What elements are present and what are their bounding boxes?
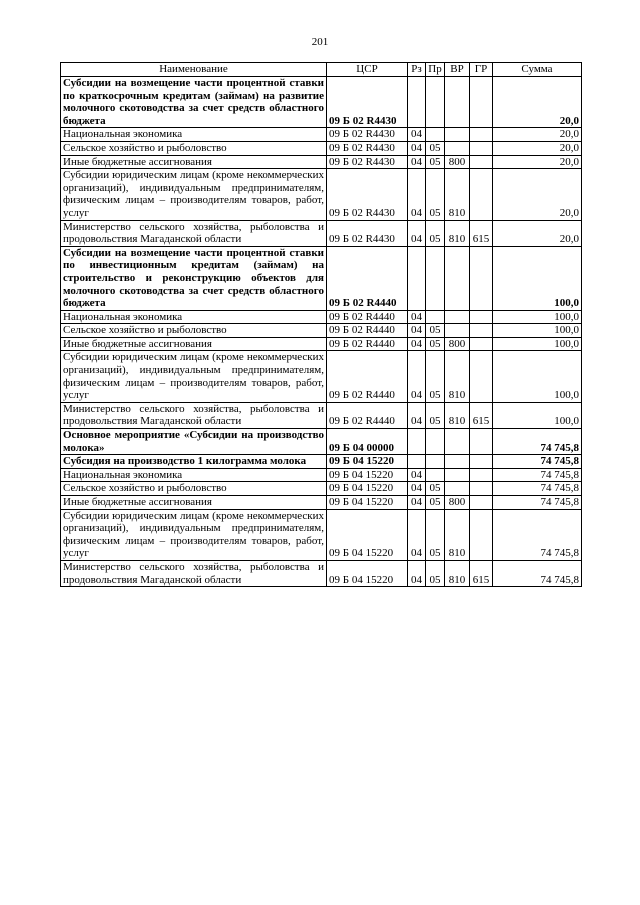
table-row — [61, 155, 582, 169]
cell-name: Субсидии юридическим лицам (кроме некоммерческих организаций), индивидуальным предпринимателям, физическим лицам – производителям товаров, работ, услуг — [61, 351, 327, 402]
cell-gr — [470, 310, 493, 324]
cell-pr: 05 — [426, 402, 445, 428]
cell-vr — [445, 141, 470, 155]
cell-name: Сельское хозяйство и рыболовство — [61, 324, 327, 338]
cell-gr — [470, 509, 493, 560]
cell-rz: 04 — [408, 496, 426, 510]
table-row — [61, 429, 582, 455]
cell-name: Субсидии на возмещение части процентной ставки по инвестиционным кредитам (займам) на строительство и реконструкцию объектов для молочного скотоводства за счет средств областного бюджета — [61, 246, 327, 310]
cell-name: Министерство сельского хозяйства, рыболовства и продовольствия Магаданской области — [61, 560, 327, 586]
table-row — [61, 246, 582, 310]
cell-name: Иные бюджетные ассигнования — [61, 337, 327, 351]
cell-vr: 800 — [445, 155, 470, 169]
cell-sum: 20,0 — [493, 128, 582, 142]
cell-csr: 09 Б 02 R4430 — [327, 155, 408, 169]
cell-sum: 20,0 — [493, 155, 582, 169]
cell-gr — [470, 468, 493, 482]
cell-name: Министерство сельского хозяйства, рыболовства и продовольствия Магаданской области — [61, 220, 327, 246]
table-row — [61, 496, 582, 510]
table-row — [61, 220, 582, 246]
cell-name: Сельское хозяйство и рыболовство — [61, 482, 327, 496]
cell-gr — [470, 455, 493, 469]
cell-csr: 09 Б 04 15220 — [327, 509, 408, 560]
header-sum: Сумма — [493, 63, 582, 77]
cell-gr — [470, 337, 493, 351]
cell-name: Министерство сельского хозяйства, рыболовства и продовольствия Магаданской области — [61, 402, 327, 428]
cell-vr: 800 — [445, 496, 470, 510]
cell-vr — [445, 246, 470, 310]
cell-name: Субсидии на возмещение части процентной ставки по краткосрочным кредитам (займам) на развитие молочного скотоводства за счет средств областного бюджета — [61, 77, 327, 128]
cell-sum: 74 745,8 — [493, 560, 582, 586]
cell-pr: 05 — [426, 141, 445, 155]
header-rz: Рз — [408, 63, 426, 77]
cell-pr: 05 — [426, 482, 445, 496]
cell-pr: 05 — [426, 337, 445, 351]
cell-pr — [426, 468, 445, 482]
cell-csr: 09 Б 04 15220 — [327, 496, 408, 510]
budget-table — [60, 62, 582, 587]
cell-vr: 810 — [445, 169, 470, 220]
header-name: Наименование — [61, 63, 327, 77]
table-row — [61, 455, 582, 469]
cell-rz: 04 — [408, 310, 426, 324]
cell-rz: 04 — [408, 560, 426, 586]
cell-sum: 100,0 — [493, 337, 582, 351]
cell-vr — [445, 77, 470, 128]
cell-name: Иные бюджетные ассигнования — [61, 155, 327, 169]
cell-name: Национальная экономика — [61, 468, 327, 482]
cell-vr: 810 — [445, 351, 470, 402]
table-row — [61, 77, 582, 128]
cell-pr: 05 — [426, 509, 445, 560]
cell-gr — [470, 141, 493, 155]
cell-gr: 615 — [470, 220, 493, 246]
header-csr: ЦСР — [327, 63, 408, 77]
table-header-row — [61, 63, 582, 77]
cell-sum: 20,0 — [493, 220, 582, 246]
cell-csr: 09 Б 04 15220 — [327, 482, 408, 496]
cell-csr: 09 Б 04 15220 — [327, 560, 408, 586]
cell-pr — [426, 310, 445, 324]
cell-csr: 09 Б 02 R4430 — [327, 77, 408, 128]
cell-rz: 04 — [408, 155, 426, 169]
table-row — [61, 560, 582, 586]
cell-rz: 04 — [408, 220, 426, 246]
cell-gr — [470, 169, 493, 220]
cell-csr: 09 Б 02 R4430 — [327, 169, 408, 220]
cell-rz: 04 — [408, 128, 426, 142]
cell-pr: 05 — [426, 220, 445, 246]
cell-name: Субсидия на производство 1 килограмма молока — [61, 455, 327, 469]
header-vr: ВР — [445, 63, 470, 77]
cell-vr — [445, 429, 470, 455]
cell-sum: 20,0 — [493, 141, 582, 155]
cell-sum: 74 745,8 — [493, 482, 582, 496]
cell-sum: 74 745,8 — [493, 496, 582, 510]
table-row — [61, 141, 582, 155]
cell-name: Субсидии юридическим лицам (кроме некоммерческих организаций), индивидуальным предпринимателям, физическим лицам – производителям товаров, работ, услуг — [61, 509, 327, 560]
cell-csr: 09 Б 04 15220 — [327, 468, 408, 482]
cell-pr — [426, 77, 445, 128]
cell-gr — [470, 496, 493, 510]
cell-name: Национальная экономика — [61, 310, 327, 324]
cell-name: Иные бюджетные ассигнования — [61, 496, 327, 510]
table-row — [61, 482, 582, 496]
cell-rz — [408, 429, 426, 455]
cell-sum: 74 745,8 — [493, 509, 582, 560]
cell-csr: 09 Б 02 R4440 — [327, 246, 408, 310]
cell-gr — [470, 128, 493, 142]
cell-sum: 100,0 — [493, 402, 582, 428]
table-row — [61, 169, 582, 220]
cell-rz: 04 — [408, 402, 426, 428]
cell-csr: 09 Б 02 R4440 — [327, 351, 408, 402]
table-row — [61, 324, 582, 338]
cell-gr — [470, 482, 493, 496]
cell-pr: 05 — [426, 169, 445, 220]
cell-rz: 04 — [408, 169, 426, 220]
cell-csr: 09 Б 02 R4430 — [327, 141, 408, 155]
cell-rz: 04 — [408, 351, 426, 402]
cell-gr — [470, 324, 493, 338]
cell-pr — [426, 246, 445, 310]
cell-csr: 09 Б 02 R4440 — [327, 337, 408, 351]
cell-vr — [445, 482, 470, 496]
cell-rz: 04 — [408, 509, 426, 560]
cell-csr: 09 Б 02 R4430 — [327, 220, 408, 246]
table-row — [61, 128, 582, 142]
cell-pr — [426, 128, 445, 142]
cell-csr: 09 Б 02 R4440 — [327, 310, 408, 324]
cell-vr — [445, 310, 470, 324]
cell-csr: 09 Б 02 R4430 — [327, 128, 408, 142]
cell-sum: 74 745,8 — [493, 429, 582, 455]
cell-pr: 05 — [426, 324, 445, 338]
table-row — [61, 337, 582, 351]
cell-csr: 09 Б 02 R4440 — [327, 324, 408, 338]
cell-rz: 04 — [408, 337, 426, 351]
header-gr: ГР — [470, 63, 493, 77]
table-row — [61, 509, 582, 560]
page-number: 201 — [311, 36, 329, 48]
cell-gr — [470, 246, 493, 310]
cell-rz — [408, 77, 426, 128]
cell-name: Сельское хозяйство и рыболовство — [61, 141, 327, 155]
cell-gr: 615 — [470, 560, 493, 586]
cell-sum: 74 745,8 — [493, 455, 582, 469]
cell-csr: 09 Б 02 R4440 — [327, 402, 408, 428]
cell-sum: 20,0 — [493, 169, 582, 220]
cell-rz: 04 — [408, 324, 426, 338]
cell-name: Национальная экономика — [61, 128, 327, 142]
table-row — [61, 310, 582, 324]
cell-vr: 810 — [445, 402, 470, 428]
cell-pr — [426, 429, 445, 455]
cell-vr — [445, 455, 470, 469]
cell-rz: 04 — [408, 468, 426, 482]
cell-vr: 800 — [445, 337, 470, 351]
cell-rz: 04 — [408, 482, 426, 496]
cell-rz: 04 — [408, 141, 426, 155]
cell-gr — [470, 351, 493, 402]
cell-pr — [426, 455, 445, 469]
cell-vr — [445, 324, 470, 338]
cell-rz — [408, 455, 426, 469]
cell-sum: 100,0 — [493, 310, 582, 324]
cell-pr: 05 — [426, 496, 445, 510]
table-row — [61, 402, 582, 428]
cell-vr: 810 — [445, 560, 470, 586]
cell-vr — [445, 468, 470, 482]
cell-name: Основное мероприятие «Субсидии на производство молока» — [61, 429, 327, 455]
cell-vr — [445, 128, 470, 142]
table-body — [61, 77, 582, 587]
cell-vr: 810 — [445, 220, 470, 246]
cell-rz — [408, 246, 426, 310]
cell-pr: 05 — [426, 560, 445, 586]
cell-sum: 20,0 — [493, 77, 582, 128]
cell-sum: 100,0 — [493, 246, 582, 310]
cell-gr: 615 — [470, 402, 493, 428]
cell-sum: 74 745,8 — [493, 468, 582, 482]
table-row — [61, 468, 582, 482]
cell-sum: 100,0 — [493, 324, 582, 338]
cell-sum: 100,0 — [493, 351, 582, 402]
header-pr: Пр — [426, 63, 445, 77]
cell-pr: 05 — [426, 351, 445, 402]
cell-gr — [470, 155, 493, 169]
cell-csr: 09 Б 04 15220 — [327, 455, 408, 469]
cell-gr — [470, 77, 493, 128]
table-row — [61, 351, 582, 402]
cell-vr: 810 — [445, 509, 470, 560]
cell-gr — [470, 429, 493, 455]
cell-csr: 09 Б 04 00000 — [327, 429, 408, 455]
cell-name: Субсидии юридическим лицам (кроме некоммерческих организаций), индивидуальным предпринимателям, физическим лицам – производителям товаров, работ, услуг — [61, 169, 327, 220]
cell-pr: 05 — [426, 155, 445, 169]
